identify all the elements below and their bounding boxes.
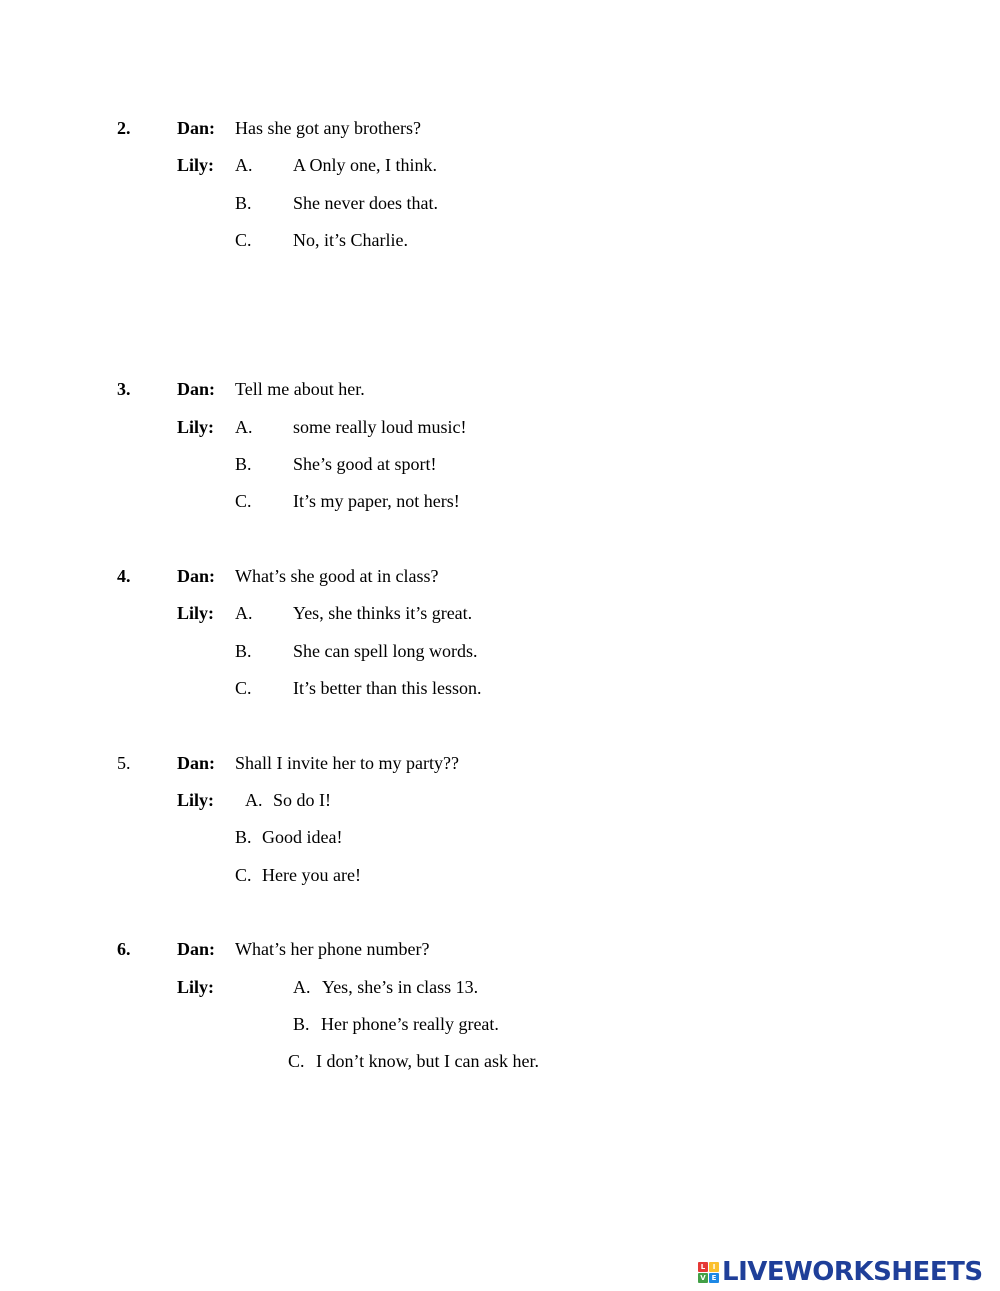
option-text: She can spell long words. [293,641,478,661]
speaker-label: Dan: [177,118,216,138]
speaker-label: Dan: [177,566,216,586]
option-text: Yes, she thinks it’s great. [293,603,473,623]
responder-label: Lily: [177,155,215,175]
logo-block-i: I [709,1262,719,1272]
option-letter: C. [235,230,252,250]
speaker-label: Dan: [177,379,216,399]
question-number: 5. [117,753,131,773]
question-number: 4. [117,566,131,586]
option-letter: A. [235,603,253,623]
question-number: 2. [117,118,131,138]
option-text: It’s my paper, not hers! [293,491,460,511]
option-letter: C. [235,678,252,698]
option-letter: A. [235,155,253,175]
option-text: It’s better than this lesson. [293,678,482,698]
speaker-label: Dan: [177,753,216,773]
option-letter: B. [235,454,252,474]
option-letter: B. [235,193,252,213]
option-text: Her phone’s really great. [321,1014,499,1034]
option-letter: B. [235,827,252,847]
logo-block-e: E [709,1273,719,1283]
option-letter: C. [288,1051,305,1071]
logo-text: LIVEWORKSHEETS [722,1257,983,1287]
option-letter: A. [293,977,311,997]
option-letter: A. [245,790,263,810]
option-text: She’s good at sport! [293,454,437,474]
option-text: Yes, she’s in class 13. [322,977,479,997]
responder-label: Lily: [177,603,215,623]
question-number: 3. [117,379,131,399]
option-text: No, it’s Charlie. [293,230,408,250]
question-text: What’s she good at in class? [235,566,439,586]
option-text: So do I! [273,790,331,810]
option-text: Good idea! [262,827,343,847]
question-text: What’s her phone number? [235,939,430,959]
question-text: Has she got any brothers? [235,118,421,138]
logo-block-v: V [698,1273,708,1283]
speaker-label: Dan: [177,939,216,959]
option-letter: C. [235,865,252,885]
option-letter: B. [235,641,252,661]
option-text: Here you are! [262,865,361,885]
question-text: Shall I invite her to my party?? [235,753,459,773]
question-number: 6. [117,939,131,959]
logo-blocks-icon [698,1262,719,1283]
option-text: some really loud music! [293,417,467,437]
logo-block-l: L [698,1262,708,1272]
option-letter: A. [235,417,253,437]
responder-label: Lily: [177,790,215,810]
option-text: I don’t know, but I can ask her. [316,1051,539,1071]
option-text: She never does that. [293,193,438,213]
responder-label: Lily: [177,417,215,437]
responder-label: Lily: [177,977,215,997]
option-letter: B. [293,1014,310,1034]
option-letter: C. [235,491,252,511]
liveworksheets-logo [698,1257,983,1287]
question-text: Tell me about her. [235,379,365,399]
option-text: A Only one, I think. [293,155,437,175]
